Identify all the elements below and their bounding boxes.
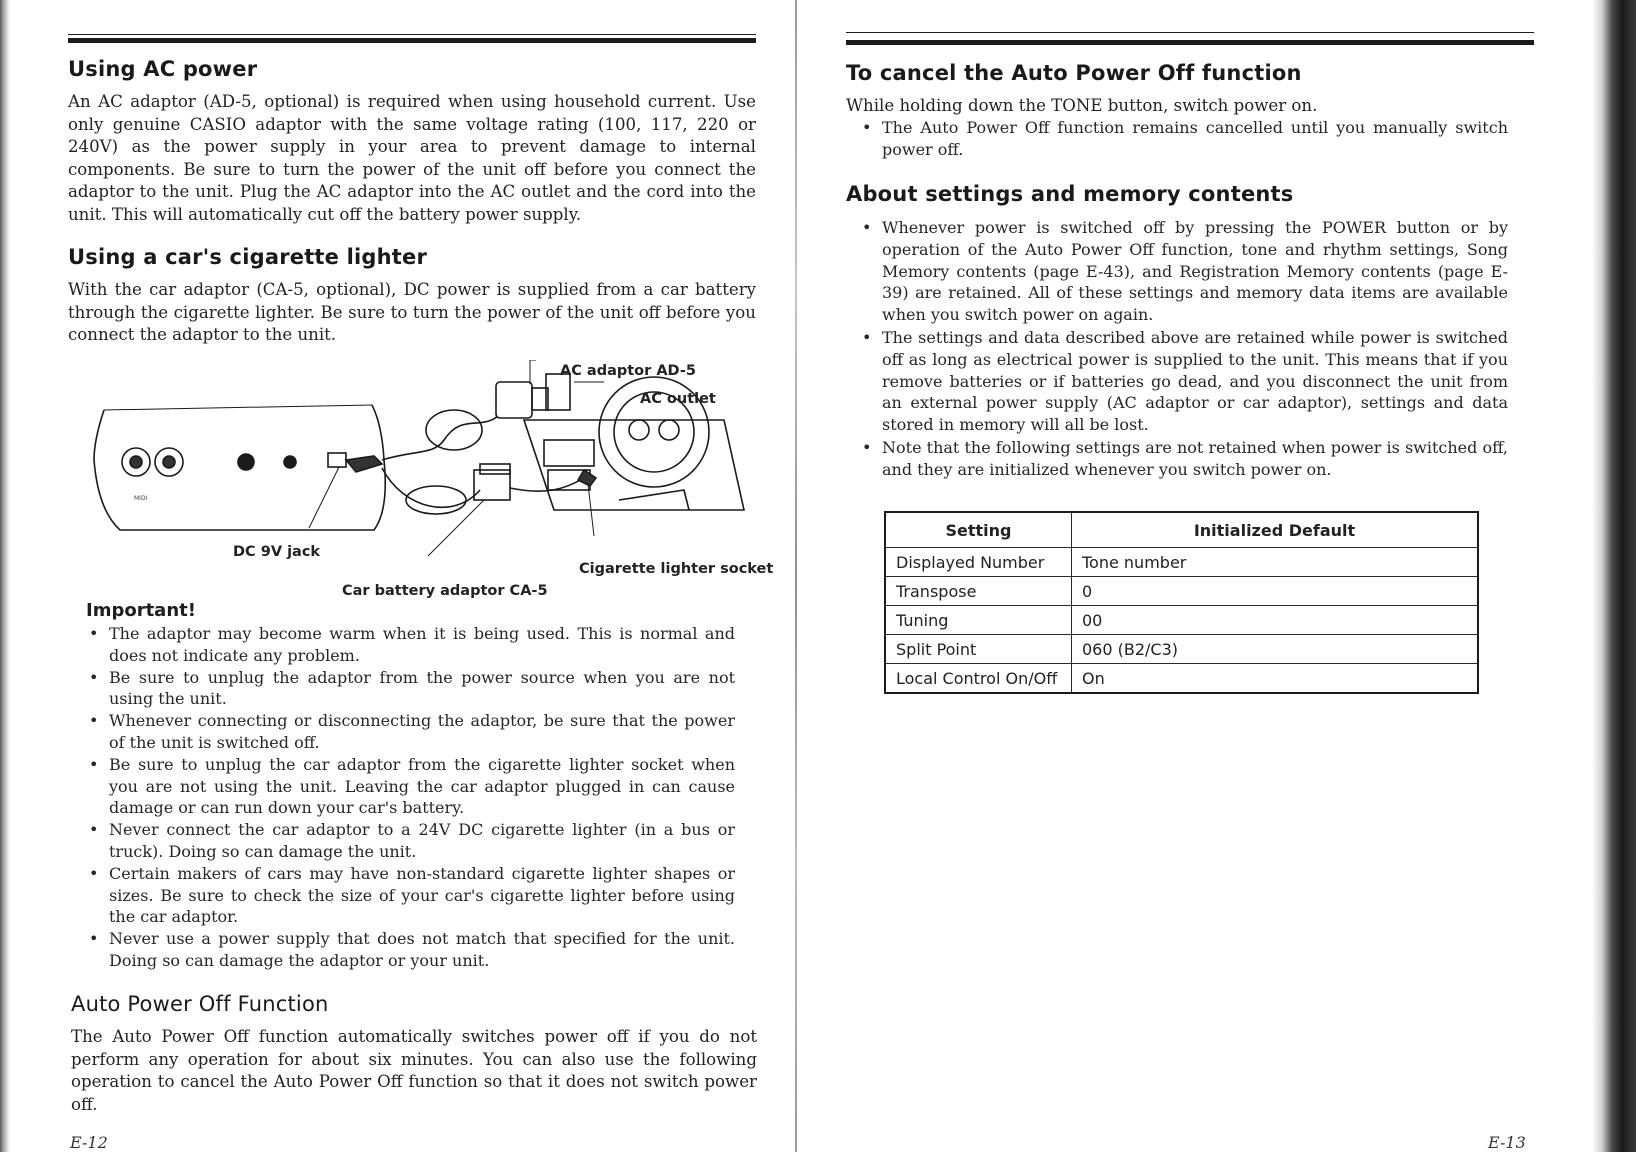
table-cell: Split Point: [885, 635, 1072, 664]
top-rule-left: [68, 38, 756, 43]
table-cell: 0: [1072, 577, 1479, 606]
label-car-battery-adaptor: Car battery adaptor CA-5: [342, 583, 548, 599]
table-cell: Tuning: [885, 606, 1072, 635]
table-row: [885, 664, 1478, 694]
table-cell: On: [1072, 664, 1479, 694]
list-item: • The adaptor may become warm when it is being used. This is normal and does not indicate any problem.: [87, 623, 735, 667]
scan-edge-left: [0, 0, 10, 1152]
table-row: [885, 577, 1478, 606]
label-cigarette-socket: Cigarette lighter socket: [579, 561, 774, 577]
heading-cancel-auto-power-off: To cancel the Auto Power Off function: [846, 61, 1302, 85]
table-row: [885, 635, 1478, 664]
paragraph-car-adaptor: With the car adaptor (CA-5, optional), DC power is supplied from a car battery through the cigarette lighter. Be sure to turn the power of the unit off before you connect the adaptor to the unit.: [68, 280, 756, 345]
label-ac-adaptor: AC adaptor AD-5: [560, 363, 696, 379]
list-item: • Whenever connecting or disconnecting the adaptor, be sure that the power of the unit is switched off.: [87, 710, 735, 754]
table-header-setting: Setting: [885, 512, 1072, 548]
list-item: • Never connect the car adaptor to a 24V DC cigarette lighter (in a bus or truck). Doing so can damage the unit.: [87, 819, 735, 863]
heading-using-ac-power: Using AC power: [68, 57, 258, 81]
label-dc-jack: DC 9V jack: [233, 544, 321, 560]
table-header-row: [885, 512, 1478, 548]
svg-text:MIDI: MIDI: [134, 495, 148, 502]
table-cell: Local Control On/Off: [885, 664, 1072, 694]
table-cell: 00: [1072, 606, 1479, 635]
list-item: • The settings and data described above are retained while power is switched off as long as electrical power is supplied to the unit. This means that if you remove batteries or if batteries go dead, and you disconnect the unit from an external power supply (AC adaptor or car adaptor), settings and data stored in memory will all be lost.: [860, 327, 1508, 436]
heading-auto-power-off: Auto Power Off Function: [71, 992, 329, 1016]
important-list: [87, 623, 735, 972]
page-number-right: E-13: [1488, 1133, 1526, 1152]
label-ac-outlet: AC outlet: [640, 391, 716, 407]
table-cell: Transpose: [885, 577, 1072, 606]
list-item: • Never use a power supply that does not match that specified for the unit. Doing so can damage the adaptor or your unit.: [87, 928, 735, 972]
table-row: [885, 606, 1478, 635]
list-item: • Certain makers of cars may have non-standard cigarette lighter shapes or sizes. Be sure to check the size of your car's cigarette lighter before using the car adaptor.: [87, 863, 735, 928]
important-heading: Important!: [86, 600, 196, 621]
paragraph-cancel-instruction: While holding down the TONE button, switch power on.: [846, 96, 1318, 115]
cancel-notes-list: [860, 117, 1508, 162]
list-item: • Whenever power is switched off by pressing the POWER button or by operation of the Auto Power Off function, tone and rhythm settings, Song Memory contents (page E-43), and Registration Memory contents (page E-39) are retained. All of these settings and memory data items are available when you switch power on again.: [860, 217, 1508, 326]
list-item: • Be sure to unplug the adaptor from the power source when you are not using the unit.: [87, 667, 735, 711]
table-cell: Tone number: [1072, 548, 1479, 577]
heading-settings-memory: About settings and memory contents: [846, 182, 1294, 206]
table-cell: 060 (B2/C3): [1072, 635, 1479, 664]
memory-notes-list: [860, 217, 1508, 482]
top-rule-right: [846, 40, 1534, 45]
paragraph-auto-power-off: The Auto Power Off function automatically switches power off if you do not perform any operation for about six minutes. You can also use the following operation to cancel the Auto Power Off function so that it does not switch power off.: [71, 1027, 757, 1114]
top-rule-thin-left: [68, 34, 756, 35]
table-row: [885, 548, 1478, 577]
page-number-left: E-12: [70, 1133, 108, 1152]
scan-edge-right: [1592, 0, 1636, 1152]
list-item: • Be sure to unplug the car adaptor from the cigarette lighter socket when you are not using the unit. Leaving the car adaptor plugged in can cause damage or can run down your car's battery.: [87, 754, 735, 819]
list-item: • The Auto Power Off function remains cancelled until you manually switch power off.: [860, 117, 1508, 161]
list-item: • Note that the following settings are not retained when power is switched off, and they are initialized whenever you switch power on.: [860, 437, 1508, 481]
page-gutter: [795, 0, 797, 1152]
top-rule-thin-right: [846, 32, 1534, 33]
paragraph-ac-power: An AC adaptor (AD-5, optional) is required when using household current. Use only genuine CASIO adaptor with the same voltage rating (100, 117, 220 or 240V) as the power supply in your area to prevent damage to internal components. Be sure to turn the power of the unit off before you connect the adaptor to the unit. Plug the AC adaptor into the AC outlet and the cord into the unit. This will automatically cut off the battery power supply.: [68, 92, 756, 224]
table-header-default: Initialized Default: [1072, 512, 1479, 548]
initialized-defaults-table: [884, 511, 1479, 694]
heading-car-cigarette-lighter: Using a car's cigarette lighter: [68, 245, 428, 269]
table-cell: Displayed Number: [885, 548, 1072, 577]
